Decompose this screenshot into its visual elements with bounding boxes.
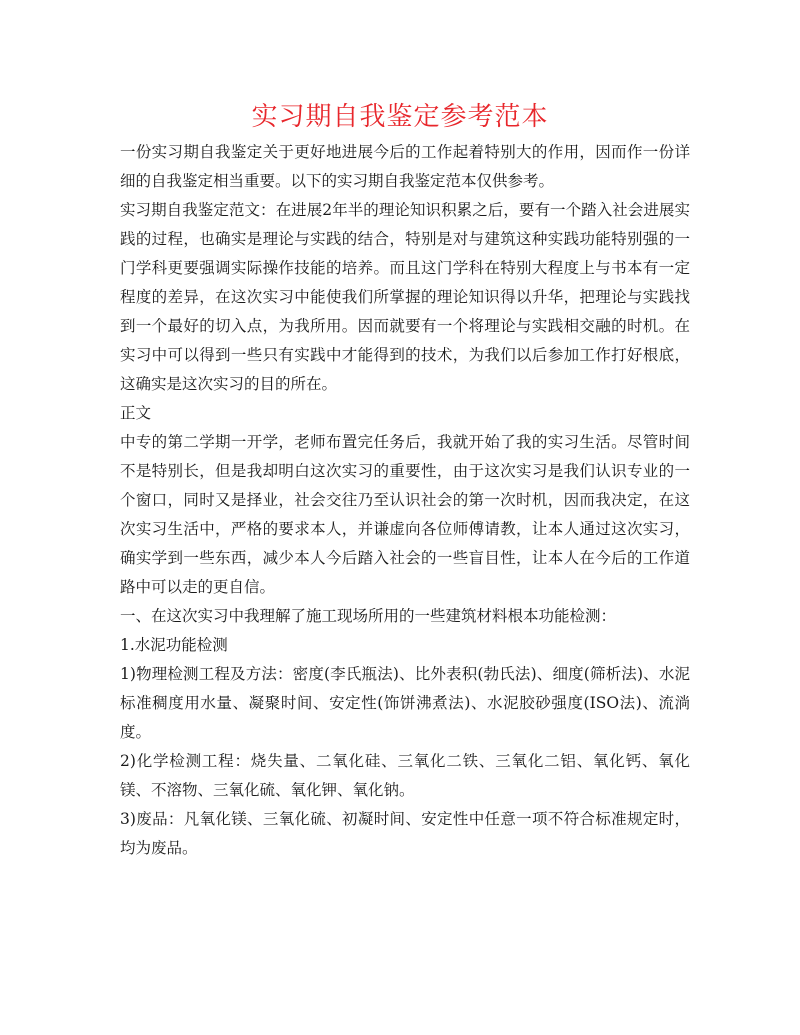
paragraph-intro: 一份实习期自我鉴定关于更好地进展今后的工作起着特别大的作用，因而作一份详细的自我鉴定相当重要。以下的实习期自我鉴定范本仅供参考。	[120, 143, 690, 190]
subheading-cement: 1.水泥功能检测	[120, 636, 228, 654]
list-item-rejects: 3)废品：凡氧化镁、三氧化硫、初凝时间、安定性中任意一项不符合标准规定时，均为废品。	[120, 810, 690, 857]
section-heading-materials: 一、在这次实习中我理解了施工现场所用的一些建筑材料根本功能检测：	[120, 607, 617, 625]
list-item-chemical-tests: 2)化学检测工程：烧失量、二氧化硅、三氧化二铁、三氧化二铝、氧化钙、氧化镁、不溶物、三氧化硫、氧化钾、氧化钠。	[120, 752, 690, 799]
list-item-physical-tests: 1)物理检测工程及方法：密度(李氏瓶法)、比外表积(勃氏法)、细度(筛析法)、水泥标准稠度用水量、凝聚时间、安定性(饰饼沸煮法)、水泥胶砂强度(ISO法)、流淌度。	[120, 665, 690, 741]
paragraph-sample: 实习期自我鉴定范文：在进展2年半的理论知识积累之后，要有一个踏入社会进展实践的过程，也确实是理论与实践的结合，特别是对与建筑这种实践功能特别强的一门学科更要强调实际操作技能的培养。而且这门学科在特别大程度上与书本有一定程度的差异，在这次实习中能使我们所掌握的理论知识得以升华，把理论与实践找到一个最好的切入点，为我所用。因而就要有一个将理论与实践相交融的时机。在实习中可以得到一些只有实践中才能得到的技术，为我们以后参加工作打好根底，这确实是这次实习的目的所在。	[120, 201, 690, 393]
document-body	[120, 138, 690, 863]
section-heading-body: 正文	[120, 404, 152, 422]
document-title: 实习期自我鉴定参考范本	[251, 102, 549, 132]
paragraph-internship-start: 中专的第二学期一开学，老师布置完任务后，我就开始了我的实习生活。尽管时间不是特别长，但是我却明白这次实习的重要性，由于这次实习是我们认识专业的一个窗口，同时又是择业，社会交往乃至认识社会的第一次时机，因而我决定，在这次实习生活中，严格的要求本人，并谦虚向各位师傅请教，让本人通过这次实习，确实学到一些东西，减少本人今后踏入社会的一些盲目性，让本人在今后的工作道路中可以走的更自信。	[120, 433, 690, 596]
